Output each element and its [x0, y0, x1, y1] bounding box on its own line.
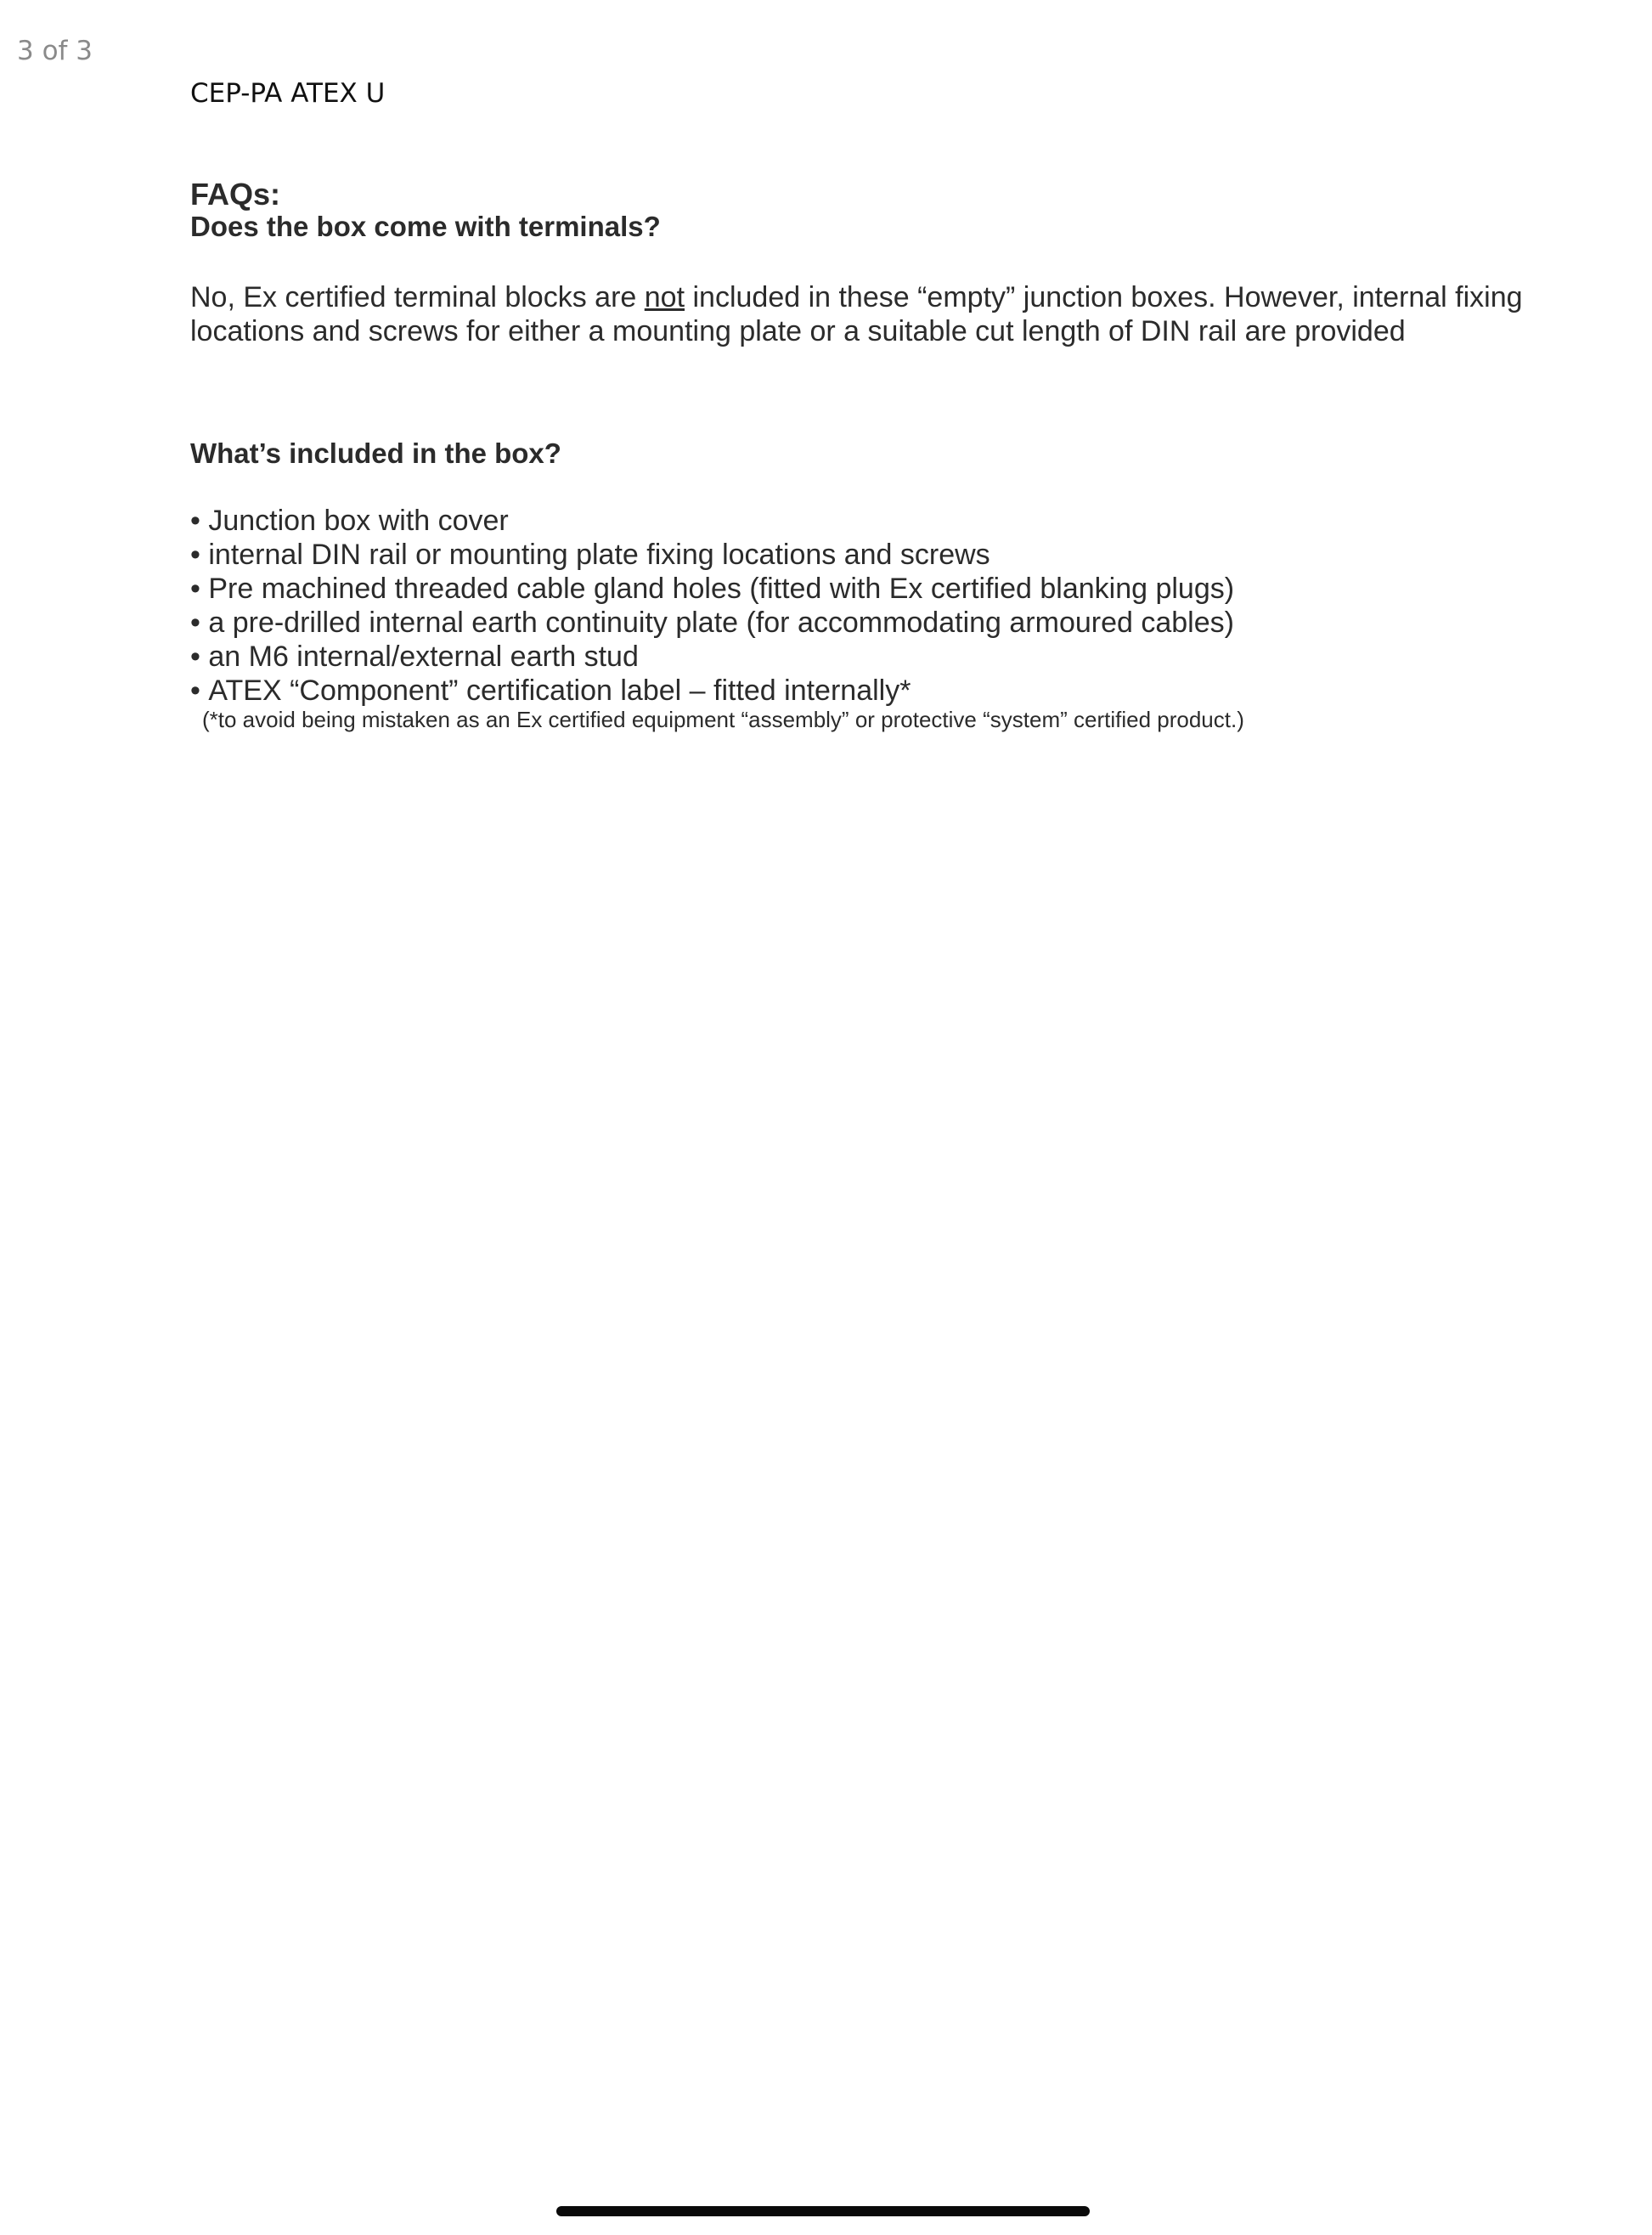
home-indicator[interactable] — [556, 2206, 1090, 2216]
document-header: CEP-PA ATEX U — [190, 78, 386, 109]
list-item: • Junction box with cover — [190, 504, 1234, 538]
question-box-contents: What’s included in the box? — [190, 437, 561, 469]
answer-emphasis: not — [644, 281, 685, 313]
list-item: • an M6 internal/external earth stud — [190, 640, 1234, 674]
page-counter: 3 of 3 — [17, 36, 93, 66]
question-terminals: Does the box come with terminals? — [190, 211, 661, 242]
list-item: • internal DIN rail or mounting plate fixing locations and screws — [190, 538, 1234, 572]
answer-terminals — [190, 280, 1532, 348]
list-item: • a pre-drilled internal earth continuity plate (for accommodating armoured cables) — [190, 606, 1234, 640]
answer-part-2: included in these “empty” junction boxes. However, internal fixing locations and screws for either a mounting plate or a suitable cut length of DIN rail are provided — [190, 281, 1523, 347]
answer-part-1: No, Ex certified terminal blocks are — [190, 281, 645, 313]
footnote: (*to avoid being mistaken as an Ex certified equipment “assembly” or protective “system” certified product.) — [202, 707, 1244, 732]
list-item: • ATEX “Component” certification label – fitted internally* — [190, 674, 1234, 708]
box-contents-list — [190, 504, 1234, 708]
list-item: • Pre machined threaded cable gland holes (fitted with Ex certified blanking plugs) — [190, 572, 1234, 606]
faq-heading: FAQs: — [190, 177, 281, 212]
